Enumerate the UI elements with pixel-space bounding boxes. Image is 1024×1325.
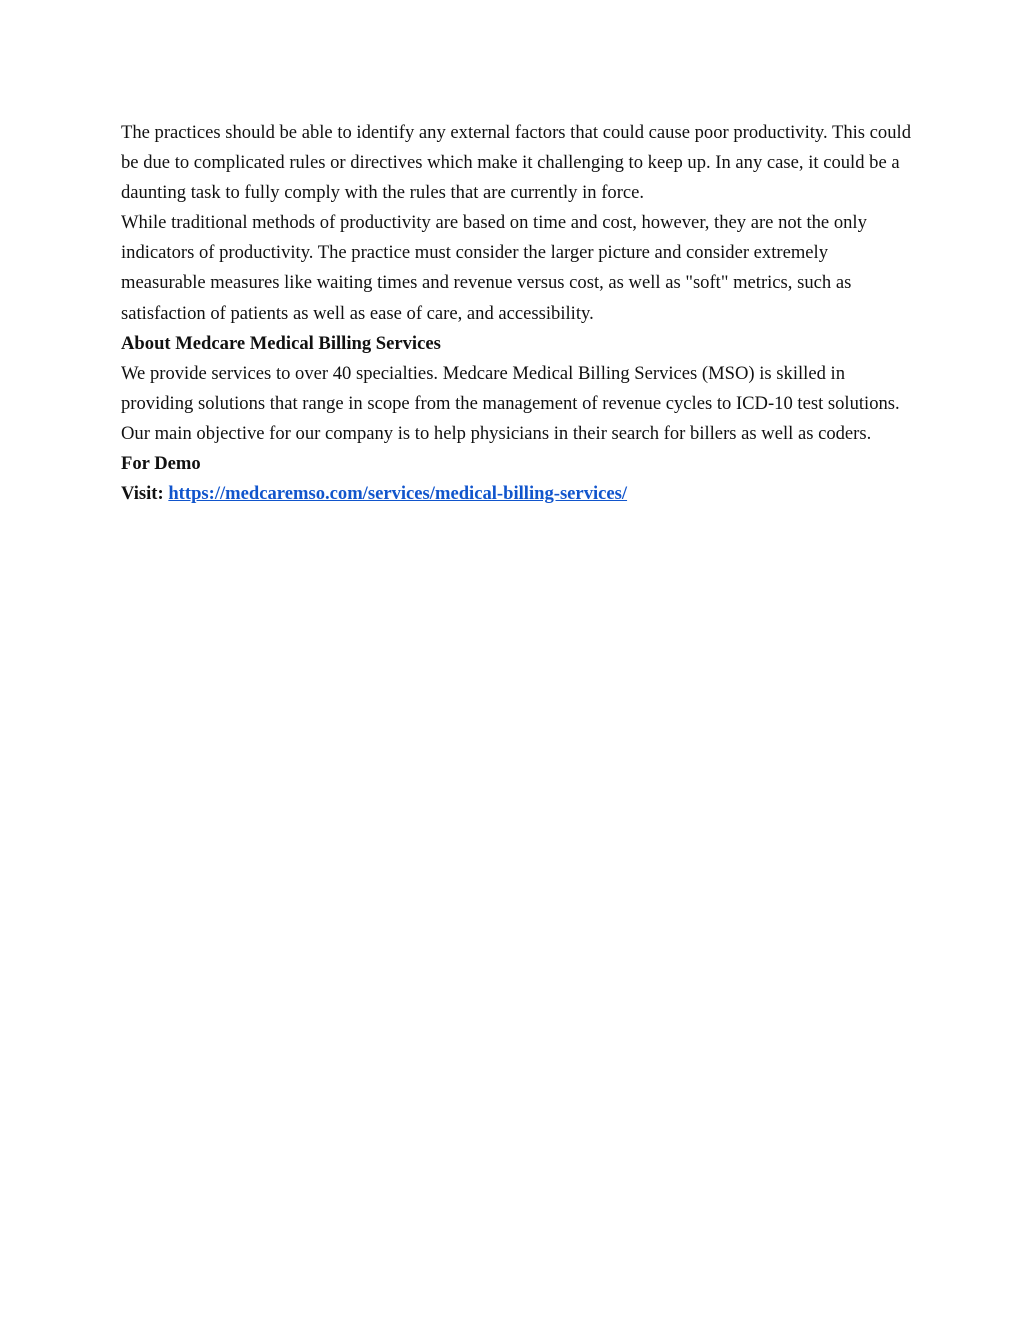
paragraph-external-factors: The practices should be able to identify any external factors that could cause poor productivity. This could be due to complicated rules or directives which make it challenging to keep up. In any case, it could be a daunting task to fully comply with the rules that are currently in force. bbox=[121, 122, 911, 204]
visit-line bbox=[121, 479, 911, 509]
paragraph-about-services: We provide services to over 40 specialties. Medcare Medical Billing Services (MSO) is skilled in providing solutions that range in scope from the management of revenue cycles to ICD-10 test solutions. Our main objective for our company is to help physicians in their search for billers as well as coders. bbox=[121, 362, 900, 444]
paragraph-productivity-indicators: While traditional methods of productivity are based on time and cost, however, they are not the only indicators of productivity. The practice must consider the larger picture and consider extremely measurable measures like waiting times and revenue versus cost, as well as "soft" metrics, such as satisfaction of patients as well as ease of care, and accessibility. bbox=[121, 212, 867, 324]
about-heading: About Medcare Medical Billing Services bbox=[121, 332, 441, 354]
visit-label: Visit: bbox=[121, 483, 169, 505]
document-body bbox=[121, 118, 911, 509]
demo-heading: For Demo bbox=[121, 453, 201, 475]
visit-link[interactable]: https://medcaremso.com/services/medical-billing-services/ bbox=[168, 483, 628, 505]
